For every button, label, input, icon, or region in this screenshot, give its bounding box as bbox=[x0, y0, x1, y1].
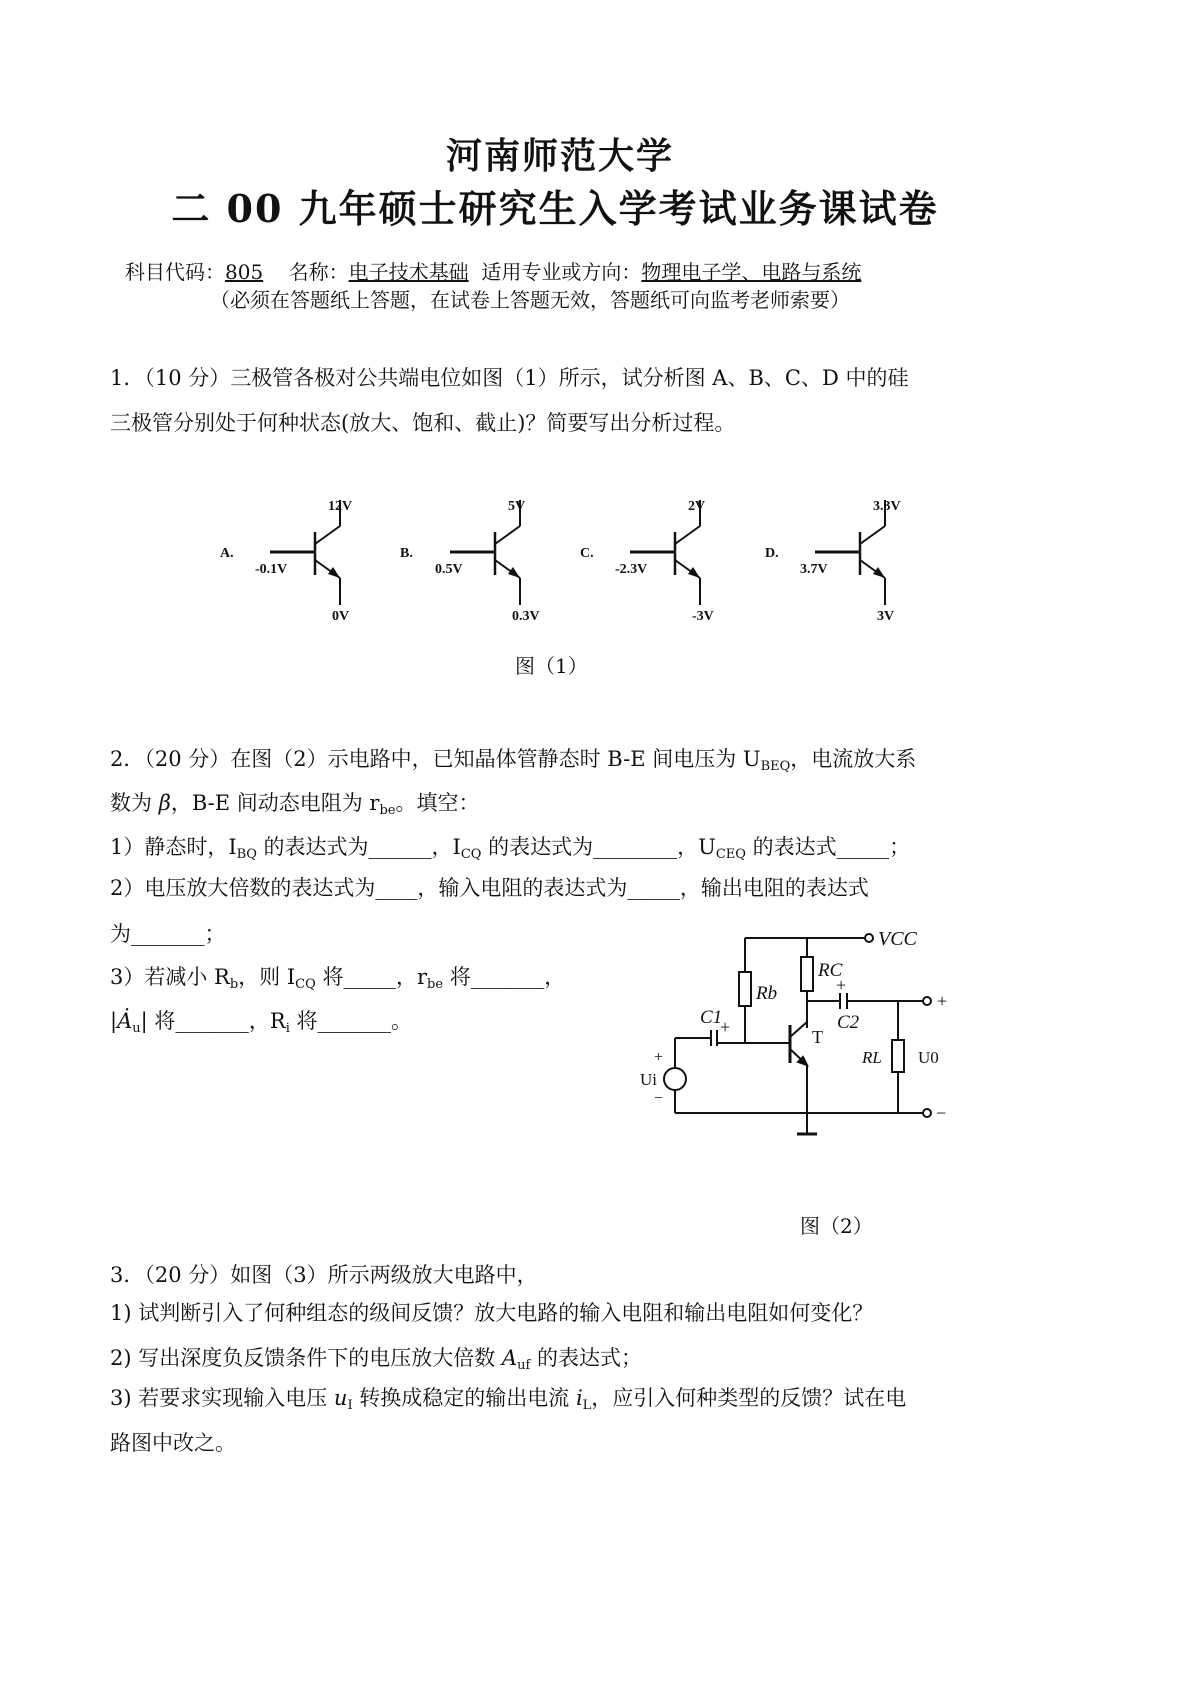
major-label: 适用专业或方向： bbox=[481, 260, 642, 284]
text-segment: 3）若减小 R bbox=[110, 965, 230, 989]
q2-line bbox=[110, 918, 226, 948]
text-segment: 将_____，r bbox=[315, 965, 427, 989]
text-segment: 。填空： bbox=[395, 791, 480, 815]
subject-info bbox=[125, 256, 861, 285]
subscript: BEQ bbox=[760, 759, 791, 774]
c1-plus: + bbox=[720, 1017, 731, 1037]
text-segment: 1）静态时，I bbox=[110, 835, 237, 859]
resistor-rl bbox=[892, 1040, 904, 1072]
transistor-t-label: T bbox=[812, 1027, 823, 1047]
resistor-rb bbox=[739, 972, 751, 1006]
text-segment: | bbox=[110, 1009, 118, 1033]
uo-label: U0 bbox=[918, 1048, 939, 1067]
text-segment: 三极管分别处于何种状态(放大、饱和、截止)？简要写出分析过程。 bbox=[110, 411, 736, 435]
c2-label: C2 bbox=[837, 1012, 860, 1033]
text-segment: 3) 若要求实现输入电压 bbox=[110, 1386, 334, 1410]
text-segment: 数为 bbox=[110, 791, 159, 815]
transistor-letter: D. bbox=[765, 546, 779, 561]
vcc-label: VCC bbox=[878, 928, 917, 950]
emitter-arrow-icon bbox=[328, 567, 340, 578]
q3-line bbox=[110, 1342, 642, 1373]
major-value: 物理电子学、电路与系统 bbox=[641, 260, 862, 284]
q2-line bbox=[110, 787, 479, 818]
collector-voltage: 3.3V bbox=[873, 499, 901, 514]
figure-2-circuit bbox=[640, 925, 970, 1145]
text-segment: 2）电压放大倍数的表达式为____，输入电阻的表达式为_____，输出电阻的表达式 bbox=[110, 876, 869, 900]
transistor-letter: C. bbox=[580, 546, 594, 561]
output-plus: + bbox=[937, 991, 948, 1011]
q2-line bbox=[110, 872, 869, 902]
q1-line bbox=[110, 362, 908, 392]
rl-label: RL bbox=[862, 1048, 882, 1067]
university-title: 河南师范大学 bbox=[445, 135, 674, 177]
output-minus: − bbox=[936, 1103, 947, 1123]
text-segment: β bbox=[158, 791, 171, 815]
exam-title: 二 00 九年硕士研究生入学考试业务课试卷 bbox=[171, 186, 939, 231]
c1-label: C1 bbox=[700, 1007, 723, 1028]
collector-voltage: 5V bbox=[508, 499, 526, 514]
q1-line bbox=[110, 407, 735, 437]
subscript: be bbox=[379, 803, 396, 818]
voltage-source-ui bbox=[664, 1068, 686, 1090]
base-voltage: 3.7V bbox=[800, 562, 828, 577]
figure-1-caption: 图（1） bbox=[515, 654, 588, 678]
ui-plus: + bbox=[654, 1049, 664, 1066]
subscript: I bbox=[347, 1398, 353, 1413]
ui-label: Ui bbox=[640, 1070, 657, 1089]
text-segment: 1) 试判断引入了何种组态的级间反馈？放大电路的输入电阻和输出电阻如何变化？ bbox=[110, 1301, 874, 1325]
transistor-letter: A. bbox=[220, 546, 234, 561]
text-segment: 3．（20 分）如图（3）所示两级放大电路中， bbox=[110, 1263, 538, 1287]
text-segment: A bbox=[501, 1346, 518, 1370]
q3-line bbox=[110, 1427, 236, 1457]
base-voltage: -2.3V bbox=[615, 562, 648, 577]
rb-label: Rb bbox=[756, 983, 778, 1004]
emitter-arrow-icon bbox=[508, 567, 520, 578]
text-segment: 转换成稳定的输出电流 bbox=[352, 1386, 576, 1410]
text-segment: 的表达式_____； bbox=[745, 835, 911, 859]
q2-line bbox=[110, 743, 916, 774]
transistor-letter: B. bbox=[400, 546, 413, 561]
answer-note: （必须在答题纸上答题，在试卷上答题无效，答题纸可向监考老师索要） bbox=[210, 288, 850, 312]
subscript: u bbox=[132, 1021, 141, 1036]
text-segment: 将_______， bbox=[443, 965, 566, 989]
emitter-voltage: 0V bbox=[332, 609, 350, 624]
q2-line bbox=[110, 1005, 412, 1036]
text-segment: i bbox=[575, 1386, 583, 1410]
name-label: 名称： bbox=[288, 260, 349, 284]
text-segment: u bbox=[333, 1386, 348, 1410]
code-label: 科目代码： bbox=[125, 260, 225, 284]
subscript: L bbox=[582, 1398, 592, 1413]
q3-line bbox=[110, 1297, 873, 1327]
base-voltage: 0.5V bbox=[435, 562, 463, 577]
text-segment: 的表达式为________，U bbox=[481, 835, 716, 859]
text-segment: 路图中改之。 bbox=[110, 1431, 236, 1455]
resistor-rc bbox=[801, 957, 813, 991]
q2-line bbox=[110, 831, 910, 862]
figure-2-caption: 图（2） bbox=[800, 1214, 873, 1238]
text-segment: Ȧ bbox=[117, 1009, 133, 1033]
emitter-arrow-icon bbox=[873, 567, 885, 578]
text-segment: ，应引入何种类型的反馈？试在电 bbox=[591, 1386, 907, 1410]
text-segment: ，电流放大系 bbox=[790, 747, 917, 771]
collector-voltage: 12V bbox=[328, 499, 353, 514]
figure-1-transistors bbox=[200, 480, 920, 640]
emitter-arrow-icon bbox=[688, 567, 700, 578]
ui-minus: − bbox=[654, 1090, 664, 1107]
subscript: CQ bbox=[295, 977, 316, 992]
emitter-voltage: -3V bbox=[692, 609, 714, 624]
subscript: CEQ bbox=[715, 847, 746, 862]
subscript: be bbox=[427, 977, 444, 992]
collector-voltage: 2V bbox=[688, 499, 706, 514]
subscript: b bbox=[229, 977, 239, 992]
text-segment: 2．（20 分）在图（2）示电路中，已知晶体管静态时 B-E 间电压为 U bbox=[110, 747, 761, 771]
name-value: 电子技术基础 bbox=[348, 260, 469, 284]
emitter-voltage: 0.3V bbox=[512, 609, 540, 624]
emitter-voltage: 3V bbox=[877, 609, 895, 624]
text-segment: 2) 写出深度负反馈条件下的电压放大倍数 bbox=[110, 1346, 502, 1370]
text-segment: | 将_______，R bbox=[140, 1009, 286, 1033]
c2-plus: + bbox=[836, 975, 847, 995]
q2-line bbox=[110, 961, 565, 992]
rc-label: RC bbox=[818, 960, 843, 981]
q3-line bbox=[110, 1382, 906, 1413]
text-segment: 的表达式； bbox=[530, 1346, 642, 1370]
base-voltage: -0.1V bbox=[255, 562, 288, 577]
code-value: 805 bbox=[225, 260, 264, 284]
text-segment: ，B-E 间动态电阻为 r bbox=[170, 791, 380, 815]
q3-line bbox=[110, 1259, 538, 1289]
text-segment: 的表达式为______，I bbox=[256, 835, 461, 859]
subscript: CQ bbox=[460, 847, 482, 862]
text-segment: ，则 I bbox=[238, 965, 296, 989]
text-segment: 将_______。 bbox=[289, 1009, 413, 1033]
text-segment: 为_______； bbox=[110, 922, 226, 946]
subscript: uf bbox=[517, 1358, 531, 1373]
subscript: BQ bbox=[236, 847, 257, 862]
subscript: i bbox=[285, 1021, 290, 1036]
text-segment: 1．（10 分）三极管各极对公共端电位如图（1）所示，试分析图 A、B、C、D 中的硅 bbox=[110, 366, 909, 390]
